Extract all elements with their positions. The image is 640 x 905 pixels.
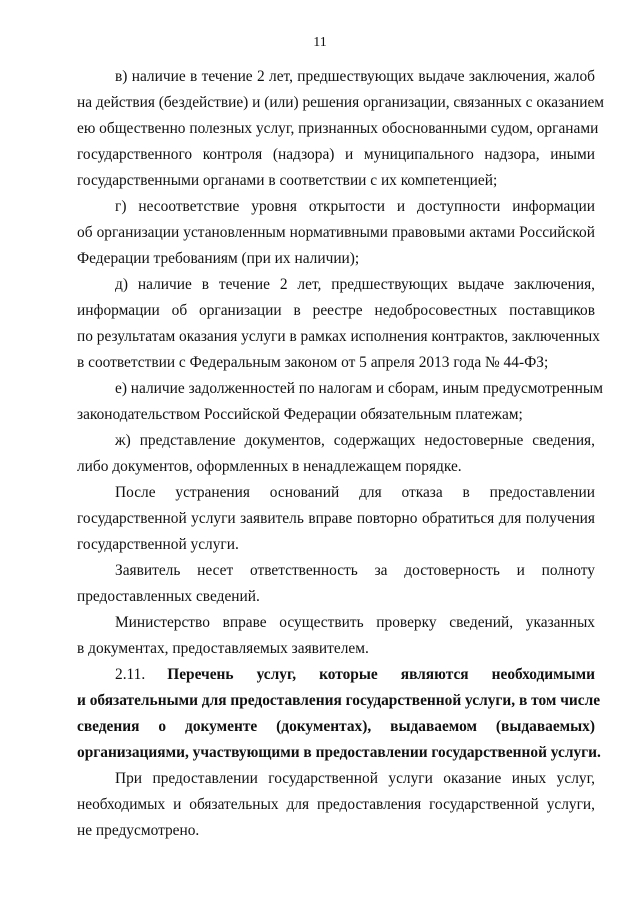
text-line: об организации установленным нормативными правовыми актами Российской xyxy=(77,224,595,241)
text-line: по результатам оказания услуги в рамках исполнения контрактов, заключенных xyxy=(77,328,600,345)
text-line: е) наличие задолженностей по налогам и сборам, иным предусмотренным xyxy=(115,380,603,397)
text-line: сведения о документе (документах), выдаваемом (выдаваемых) xyxy=(77,718,595,735)
text-line: Заявитель несет ответственность за достоверность и полноту xyxy=(115,562,595,579)
text-line: законодательством Российской Федерации обязательным платежам; xyxy=(77,406,523,423)
text-line: государственной услуги заявитель вправе повторно обратиться для получения xyxy=(77,510,595,527)
text-line: д) наличие в течение 2 лет, предшествующих выдаче заключения, xyxy=(115,276,595,293)
text-line: При предоставлении государственной услуги оказание иных услуг, xyxy=(115,770,595,787)
page-number: 11 xyxy=(313,35,327,50)
text-line: на действия (бездействие) и (или) решения организации, связанных с оказанием xyxy=(77,94,605,111)
text-line: и обязательными для предоставления государственной услуги, в том числе xyxy=(77,692,601,709)
text-line: информации об организации в реестре недобросовестных поставщиков xyxy=(77,302,595,319)
document-body xyxy=(77,64,605,844)
section-heading: Перечень услуг, которые являются необходимыми xyxy=(167,666,595,683)
text-line: в) наличие в течение 2 лет, предшествующих выдаче заключения, жалоб xyxy=(115,68,595,85)
text-line: либо документов, оформленных в ненадлежащем порядке. xyxy=(77,458,462,475)
text-line: государственного контроля (надзора) и муниципального надзора, иными xyxy=(77,146,595,163)
text-line: После устранения оснований для отказа в предоставлении xyxy=(115,484,595,501)
text-line: в соответствии с Федеральным законом от 5 апреля 2013 года № 44-ФЗ; xyxy=(77,354,549,371)
text-line: государственными органами в соответствии с их компетенцией; xyxy=(77,172,498,189)
text-line: ж) представление документов, содержащих недостоверные сведения, xyxy=(115,432,595,449)
text-line: предоставленных сведений. xyxy=(77,588,260,605)
text-line xyxy=(77,662,595,688)
section-number: 2.11. xyxy=(115,666,146,683)
text-line: не предусмотрено. xyxy=(77,822,200,839)
text-line: в документах, предоставляемых заявителем. xyxy=(77,640,369,657)
text-line: Федерации требованиям (при их наличии); xyxy=(77,250,360,267)
text-line: Министерство вправе осуществить проверку сведений, указанных xyxy=(115,614,595,631)
text-line: организациями, участвующими в предоставлении государственной услуги. xyxy=(77,744,601,761)
text-line: необходимых и обязательных для предоставления государственной услуги, xyxy=(77,796,595,813)
text-line: ею общественно полезных услуг, признанных обоснованными судом, органами xyxy=(77,120,599,137)
text-line: государственной услуги. xyxy=(77,536,239,553)
text-line: г) несоответствие уровня открытости и доступности информации xyxy=(115,198,595,215)
